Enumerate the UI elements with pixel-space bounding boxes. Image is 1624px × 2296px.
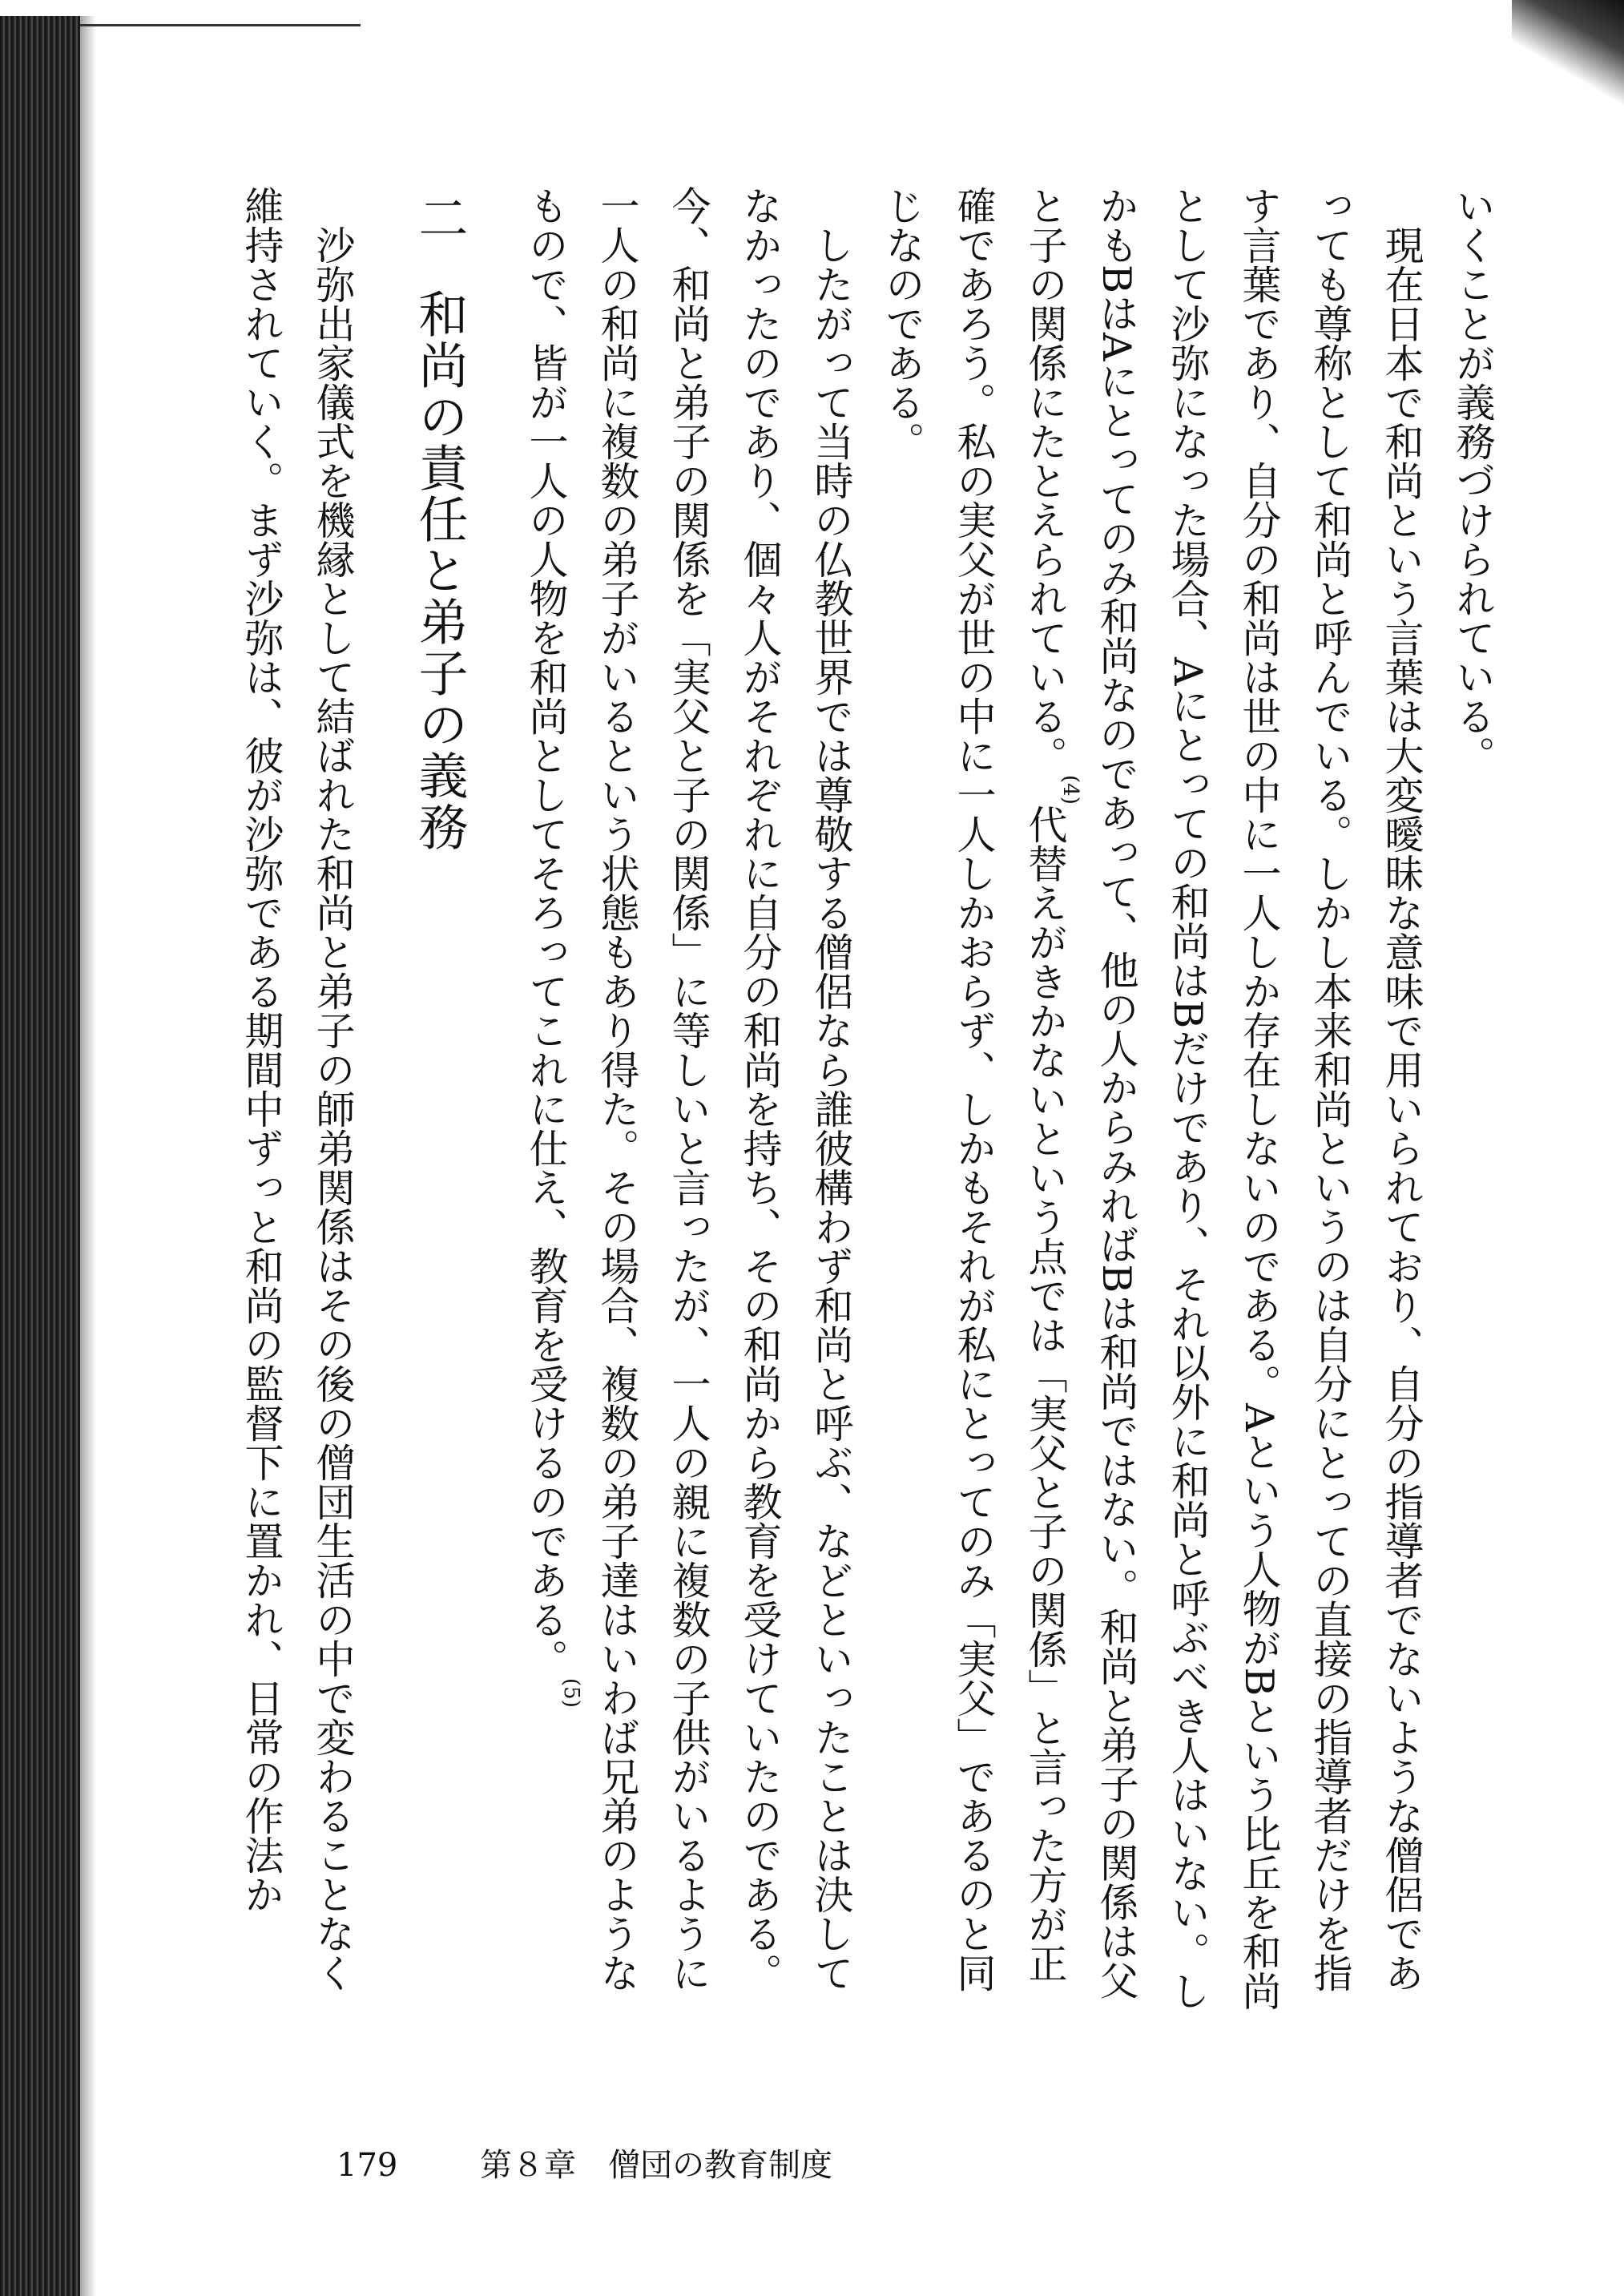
paragraph-text: したがって当時の仏教世界では尊敬する僧侶なら誰彼構わず和尚と呼ぶ、などといったことは決してなかったのであり、個々人がそれぞれに自分の和尚を持ち、その和尚から教育を受けていたのである。今、和尚と弟子の関係を「実父と子の関係」に等しいと言ったが、一人の親に複数の子供がいるように一人の和尚に複数の弟子がいるという状態もあり得た。その場合、複数の弟子達はいわば兄弟のようなもので、皆が一人の人物を和尚としてそろってこれに仕え、教育を受けるのである。 — [523, 186, 854, 1992]
paragraph — [867, 186, 1437, 2021]
paragraph-text: 沙弥出家儀式を機縁として結ばれた和尚と弟子の師弟関係はその後の僧団生活の中で変わることなく維持されていく。まず沙弥は、彼が沙弥である期間中ずっと和尚の監督下に置かれ、日常の作法か — [239, 186, 356, 1992]
running-chapter-title: 第８章 僧団の教育制度 — [480, 2147, 833, 2184]
footnote-ref-number: 5 — [559, 1686, 583, 1700]
page-number: 179 — [336, 2147, 398, 2184]
page-footer — [336, 2140, 832, 2185]
paragraph-text: 現在日本で和尚という言葉は大変曖昧な意味で用いられており、自分の指導者でないような僧侶であっても尊称として和尚と呼んでいる。しかし本来和尚というのは自分にとっての直接の指導者だけを指す言葉であり、自分の和尚は世の中に一人しか存在しないのである。Aという人物がBという比丘を和尚として沙弥になった場合、Aにとっての和尚はBだけであり、それ以外に和尚と呼ぶべき人はいない。しかもBはAにとってのみ和尚なのであって、他の人からみればBは和尚ではない。和尚と弟子の関係は父と子の関係にたとえられている。 — [1022, 186, 1425, 2011]
scan-corner-shadow — [1512, 0, 1624, 112]
book-spine-edge — [0, 16, 80, 2296]
paragraph — [1437, 186, 1509, 2021]
paragraph-text: いくことが義務づけられている。 — [1450, 186, 1496, 775]
scan-edge-line — [80, 24, 361, 26]
footnote-ref[interactable]: (5) — [559, 1678, 583, 1708]
footnote-ref[interactable]: (4) — [1058, 775, 1082, 805]
paragraph-text: 代替えがきかないという点では「実父と子の関係」と言った方が正確であろう。私の実父が世の中に一人しかおらず、しかもそれが私にとってのみ「実父」であるのと同じなのである。 — [880, 186, 1068, 1992]
vertical-body-text — [131, 186, 1509, 2021]
paragraph — [226, 186, 369, 2021]
footnote-ref-number: 4 — [1058, 783, 1082, 797]
section-heading — [404, 186, 475, 2021]
paragraph — [510, 186, 867, 2021]
section-number: 二 — [410, 192, 469, 244]
section-title: 和尚の責任と弟子の義務 — [410, 288, 469, 853]
